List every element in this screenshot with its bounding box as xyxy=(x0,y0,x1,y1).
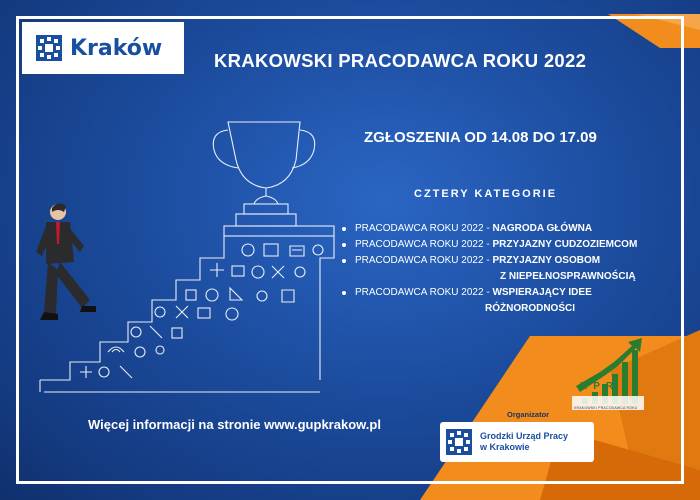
logo-text: Kraków xyxy=(70,35,163,61)
category-name: PRZYJAZNY CUDZOZIEMCOM xyxy=(492,239,638,250)
kpr-letters: KPR xyxy=(580,381,620,392)
kpr-growth-chart-icon xyxy=(576,338,642,404)
organizer-logo xyxy=(440,422,594,462)
category-name: NAGRODA GŁÓWNA xyxy=(492,223,593,234)
organizer-name xyxy=(480,431,568,453)
category-name: WSPIERAJĄCY IDEE xyxy=(492,287,592,298)
category-prefix: PRACODAWCA ROKU 2022 - xyxy=(355,287,493,298)
category-name-continuation: RÓŻNORODNOŚCI xyxy=(485,303,575,314)
category-prefix: PRACODAWCA ROKU 2022 - xyxy=(355,255,493,266)
category-prefix: PRACODAWCA ROKU 2022 - xyxy=(355,223,493,234)
page-title: KRAKOWSKI PRACODAWCA ROKU 2022 xyxy=(214,50,587,71)
kpr-tagline: KRAKOWSKI PRACODAWCA ROKU xyxy=(574,406,638,410)
organizer-label: Organizator xyxy=(507,410,550,419)
more-info-text: Więcej informacji na stronie www.gupkrakow.pl xyxy=(88,417,381,432)
categories-heading: CZTERY KATEGORIE xyxy=(414,188,558,200)
category-prefix: PRACODAWCA ROKU 2022 - xyxy=(355,239,493,250)
category-name: PRZYJAZNY OSOBOM xyxy=(492,255,601,266)
gup-logo-icon xyxy=(446,429,472,455)
organizer-name-line2: w Krakowie xyxy=(480,442,530,452)
category-name-continuation: Z NIEPEŁNOSPRAWNOŚCIĄ xyxy=(500,271,636,282)
organizer-name-line1: Grodzki Urząd Pracy xyxy=(480,431,569,441)
submission-dates: ZGŁOSZENIA OD 14.08 DO 17.09 xyxy=(364,129,597,146)
